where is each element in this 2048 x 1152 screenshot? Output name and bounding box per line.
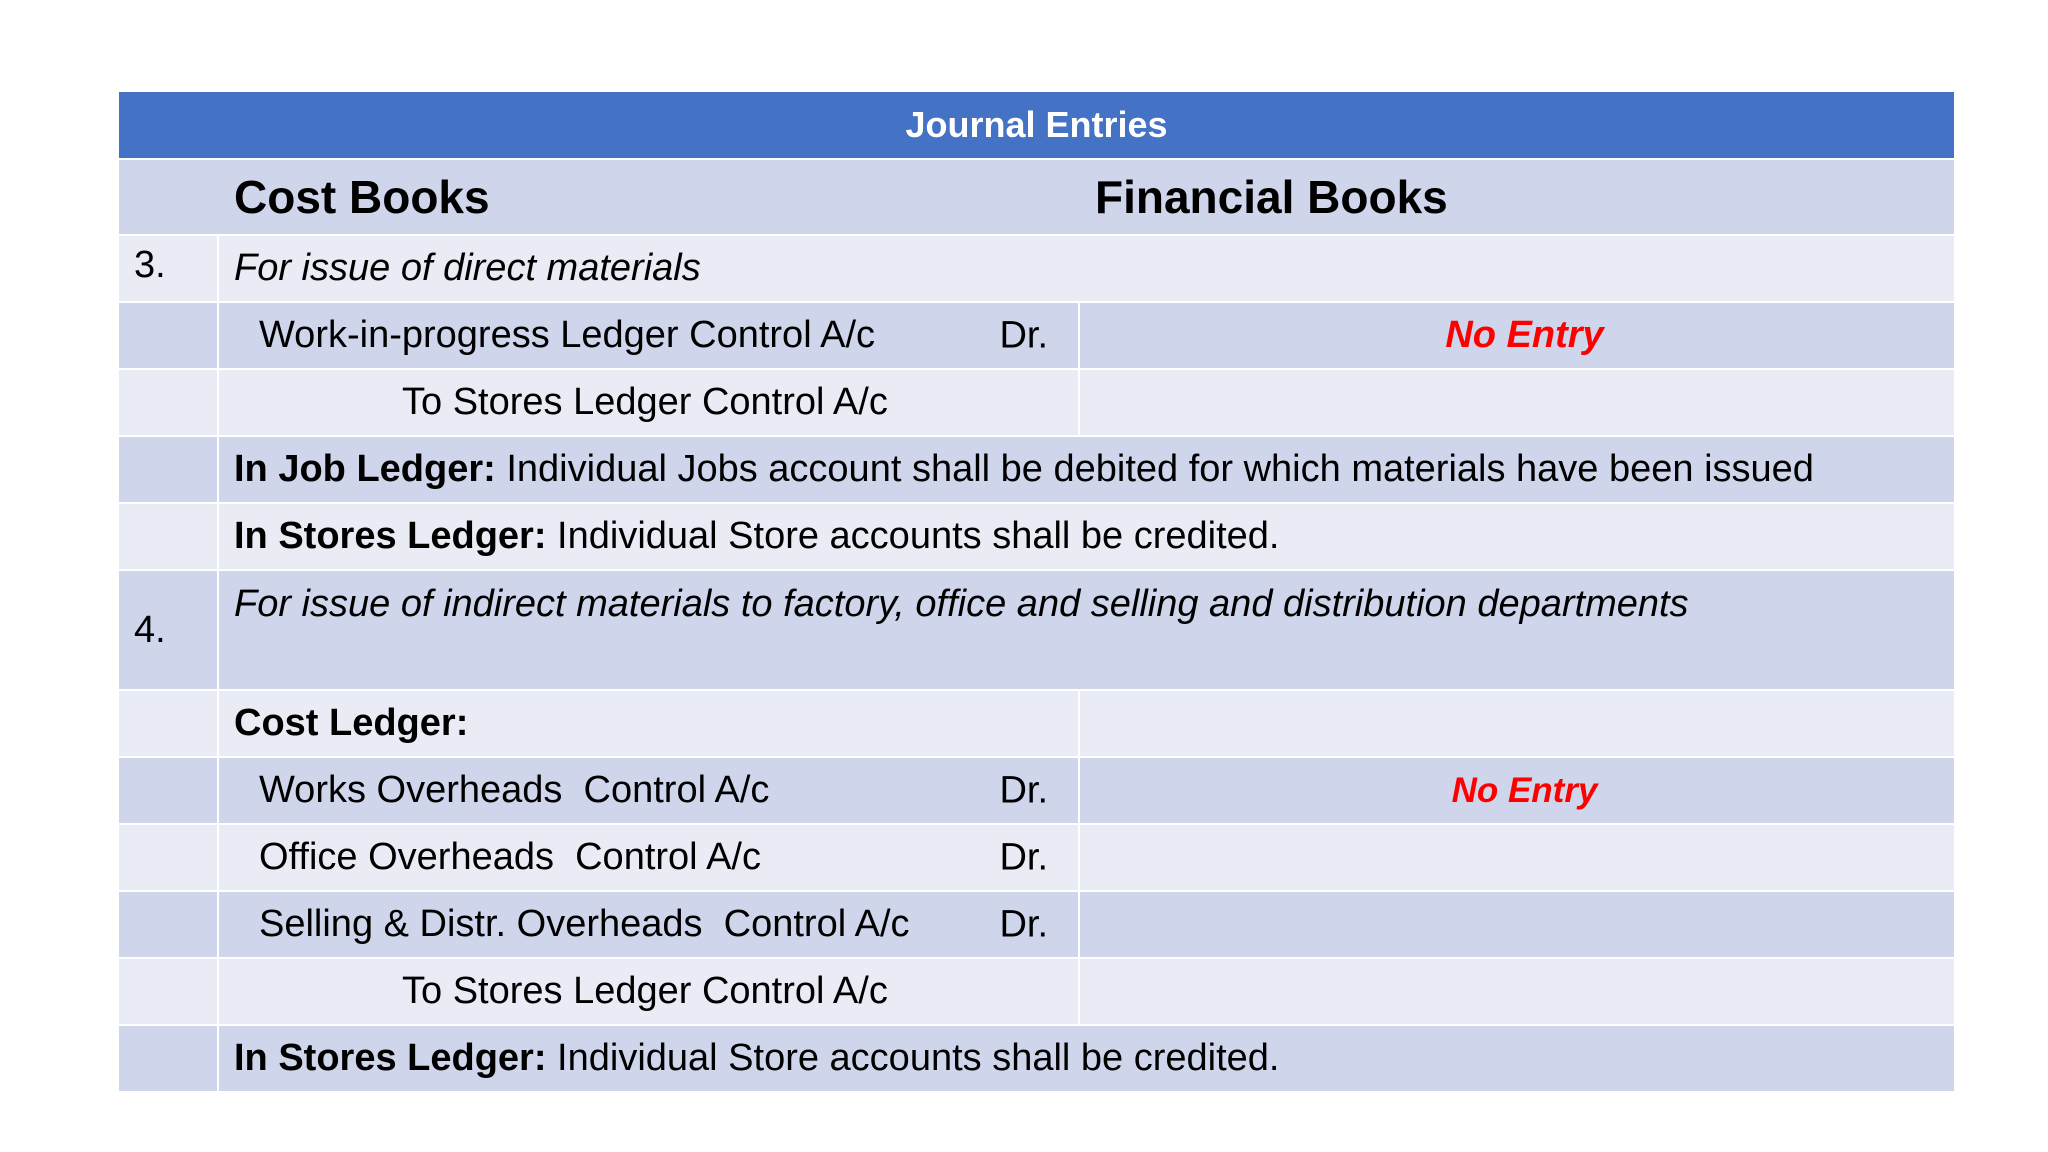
journal-entries-table <box>119 92 1954 1091</box>
journal-entry-row <box>119 756 1954 823</box>
note-label: In Stores Ledger: <box>234 515 547 557</box>
entry-cell <box>219 892 1080 957</box>
financial-empty-cell <box>1080 959 1954 1024</box>
note-text: Individual Store accounts shall be credited. <box>546 1037 1280 1079</box>
debit-marker: Dr. <box>999 769 1048 811</box>
entry-account: Works Overheads Control A/c <box>259 769 770 811</box>
ledger-note <box>219 437 1954 502</box>
empty-number-cell <box>119 370 219 435</box>
journal-entry-row <box>119 301 1954 368</box>
empty-number-cell <box>119 504 219 569</box>
cost-books-header: Cost Books <box>234 171 490 223</box>
debit-marker: Dr. <box>999 314 1048 356</box>
entry-cell <box>219 959 1080 1024</box>
financial-empty-cell <box>1080 825 1954 890</box>
journal-entry-row <box>119 368 1954 435</box>
section-number: 4. <box>119 571 219 689</box>
entry-account: Work-in-progress Ledger Control A/c <box>259 314 875 356</box>
financial-no-entry: No Entry <box>1451 770 1598 810</box>
number-header-cell <box>119 160 219 234</box>
entry-cell <box>219 825 1080 890</box>
section-4-heading-row <box>119 569 1954 689</box>
empty-number-cell <box>119 825 219 890</box>
journal-entry-row <box>119 890 1954 957</box>
note-text: Individual Store accounts shall be credited. <box>546 515 1280 557</box>
empty-number-cell <box>119 758 219 823</box>
cost-ledger-subheading-row <box>119 689 1954 756</box>
entry-account: Office Overheads Control A/c <box>259 836 761 878</box>
column-header-row <box>119 158 1954 234</box>
ledger-note-row <box>119 1024 1954 1091</box>
section-heading: For issue of direct materials <box>234 247 701 289</box>
financial-books-header: Financial Books <box>1095 171 1448 223</box>
debit-marker: Dr. <box>999 903 1048 945</box>
entry-account: Selling & Distr. Overheads Control A/c <box>259 903 910 945</box>
entry-cell <box>219 758 1080 823</box>
financial-empty-cell <box>1080 691 1954 756</box>
note-text: Individual Jobs account shall be debited for which materials have been issued <box>495 448 1814 490</box>
empty-number-cell <box>119 959 219 1024</box>
journal-entry-row <box>119 957 1954 1024</box>
note-label: In Job Ledger: <box>234 448 496 490</box>
journal-entry-row <box>119 823 1954 890</box>
note-label: In Stores Ledger: <box>234 1037 547 1079</box>
table-title: Journal Entries <box>119 92 1954 158</box>
empty-number-cell <box>119 303 219 368</box>
entry-cell <box>219 303 1080 368</box>
empty-number-cell <box>119 437 219 502</box>
empty-number-cell <box>119 691 219 756</box>
empty-number-cell <box>119 1026 219 1091</box>
ledger-note-row <box>119 502 1954 569</box>
ledger-note <box>219 1026 1954 1091</box>
financial-empty-cell <box>1080 892 1954 957</box>
empty-number-cell <box>119 892 219 957</box>
cost-ledger-subheading: Cost Ledger: <box>219 691 1080 756</box>
ledger-note <box>219 504 1954 569</box>
section-number: 3. <box>119 236 219 301</box>
ledger-note-row <box>119 435 1954 502</box>
section-heading: For issue of indirect materials to factory, office and selling and distribution departments <box>234 583 1689 625</box>
financial-no-entry: No Entry <box>1445 314 1604 356</box>
entry-account: To Stores Ledger Control A/c <box>402 970 888 1012</box>
section-3-heading-row <box>119 234 1954 301</box>
debit-marker: Dr. <box>999 836 1048 878</box>
financial-empty-cell <box>1080 370 1954 435</box>
entry-cell <box>219 370 1080 435</box>
entry-account: To Stores Ledger Control A/c <box>402 381 888 423</box>
